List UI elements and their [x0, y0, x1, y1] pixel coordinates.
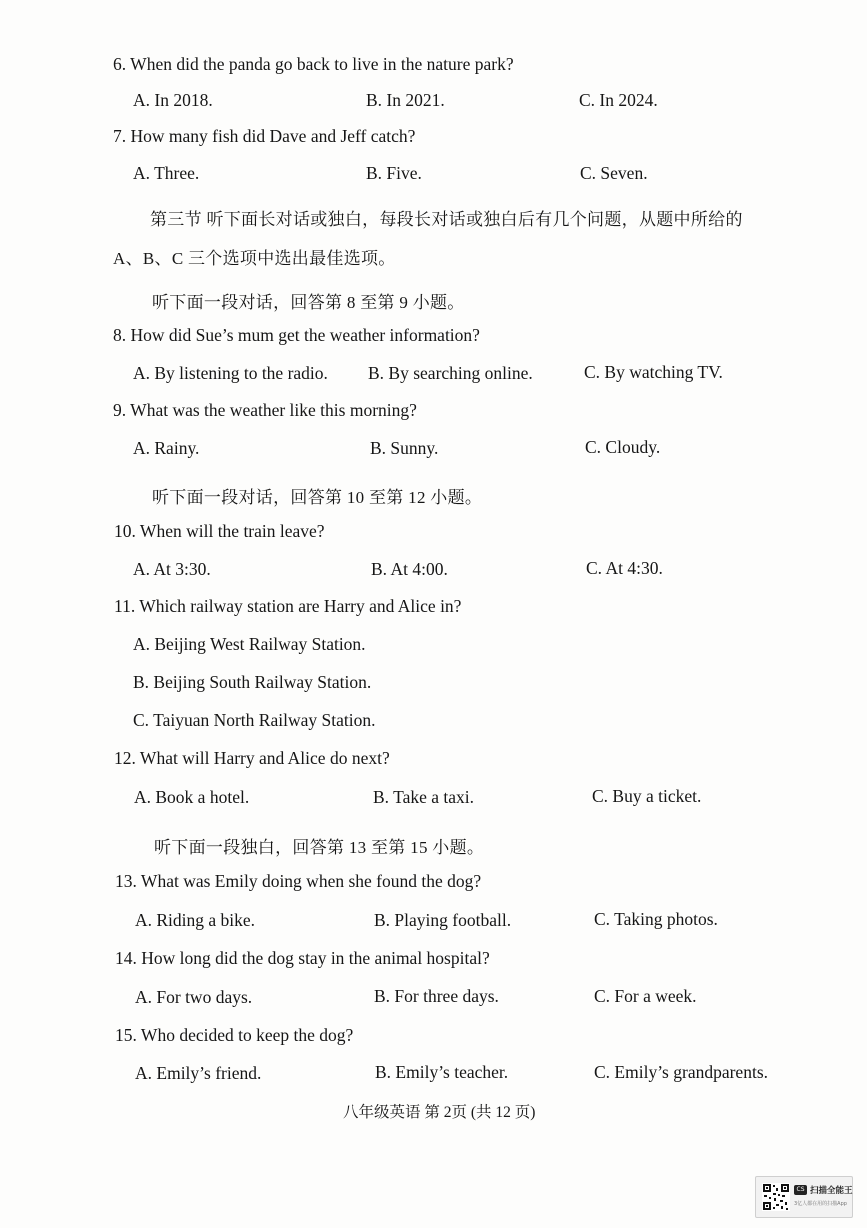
scanner-watermark — [755, 1176, 853, 1218]
q12-option-b: B. Take a taxi. — [373, 787, 474, 807]
question-14: 14. How long did the dog stay in the animal hospital? — [115, 948, 490, 968]
q7-option-c: C. Seven. — [580, 163, 648, 183]
section-3-heading-cont: A、B、C 三个选项中选出最佳选项。 — [113, 249, 396, 268]
q11-option-b: B. Beijing South Railway Station. — [133, 672, 372, 692]
question-10: 10. When will the train leave? — [114, 521, 325, 541]
question-11: 11. Which railway station are Harry and Alice in? — [114, 596, 462, 616]
instruction-q8-9: 听下面一段对话，回答第 8 至第 9 小题。 — [152, 293, 465, 312]
question-13: 13. What was Emily doing when she found the dog? — [115, 871, 482, 891]
page-footer: 八年级英语 第 2页 (共 12 页) — [343, 1104, 536, 1121]
q8-option-c: C. By watching TV. — [584, 362, 723, 382]
q7-option-b: B. Five. — [366, 163, 422, 183]
instruction-q13-15: 听下面一段独白，回答第 13 至第 15 小题。 — [154, 838, 485, 857]
q14-option-a: A. For two days. — [135, 987, 253, 1007]
q15-option-a: A. Emily’s friend. — [135, 1063, 262, 1083]
q12-option-a: A. Book a hotel. — [134, 787, 250, 807]
q14-option-c: C. For a week. — [594, 986, 697, 1006]
q14-option-b: B. For three days. — [374, 986, 499, 1006]
q9-option-a: A. Rainy. — [133, 438, 200, 458]
q6-option-c: C. In 2024. — [579, 90, 658, 110]
q6-option-a: A. In 2018. — [133, 90, 213, 110]
q9-option-b: B. Sunny. — [370, 438, 439, 458]
q8-option-b: B. By searching online. — [368, 363, 533, 383]
scanner-brand-tagline: 3亿人都在用的扫描App — [794, 1201, 847, 1207]
q15-option-b: B. Emily’s teacher. — [375, 1062, 509, 1082]
q10-option-a: A. At 3:30. — [133, 559, 211, 579]
q10-option-b: B. At 4:00. — [371, 559, 448, 579]
q10-option-c: C. At 4:30. — [586, 558, 663, 578]
qr-code-icon — [762, 1183, 790, 1211]
q11-option-c: C. Taiyuan North Railway Station. — [133, 710, 376, 730]
camscanner-logo: CS — [794, 1185, 807, 1195]
q15-option-c: C. Emily’s grandparents. — [594, 1062, 769, 1082]
q8-option-a: A. By listening to the radio. — [133, 363, 328, 383]
question-8: 8. How did Sue’s mum get the weather information? — [113, 325, 480, 345]
question-9: 9. What was the weather like this morning? — [113, 400, 417, 420]
q13-option-a: A. Riding a bike. — [135, 910, 256, 930]
q12-option-c: C. Buy a ticket. — [592, 786, 702, 806]
scanner-brand-name: 扫描全能王 — [810, 1186, 853, 1196]
question-6: 6. When did the panda go back to live in the nature park? — [113, 54, 514, 74]
q13-option-c: C. Taking photos. — [594, 909, 718, 929]
instruction-q10-12: 听下面一段对话，回答第 10 至第 12 小题。 — [152, 488, 483, 507]
q6-option-b: B. In 2021. — [366, 90, 445, 110]
question-12: 12. What will Harry and Alice do next? — [114, 748, 390, 768]
q9-option-c: C. Cloudy. — [585, 437, 661, 457]
question-7: 7. How many fish did Dave and Jeff catch? — [113, 126, 416, 146]
q13-option-b: B. Playing football. — [374, 910, 512, 930]
q7-option-a: A. Three. — [133, 163, 200, 183]
q11-option-a: A. Beijing West Railway Station. — [133, 634, 366, 654]
question-15: 15. Who decided to keep the dog? — [115, 1025, 354, 1045]
section-3-heading: 第三节 听下面长对话或独白，每段长对话或独白后有几个问题，从题中所给的 — [150, 210, 743, 229]
